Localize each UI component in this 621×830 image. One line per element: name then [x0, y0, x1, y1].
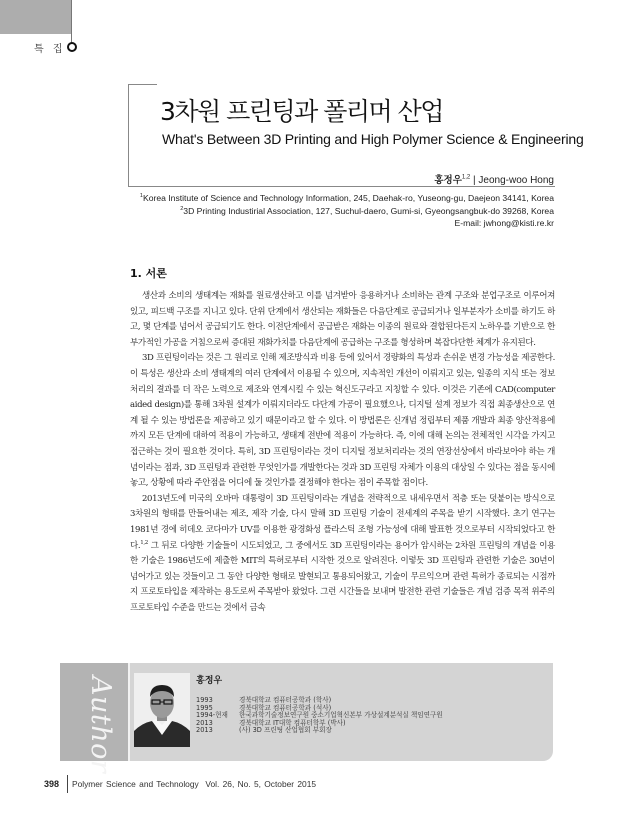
journal-issue: Vol. 26, No. 5, October 2015	[205, 779, 317, 789]
history-text: 경북대학교 IT대학 컴퓨터학부 (박사)	[239, 718, 346, 727]
affiliation-2	[140, 204, 554, 217]
affiliation-mark: 1	[139, 193, 143, 199]
author-name-korean: 홍정우	[434, 175, 462, 186]
affiliation-mark: 2	[180, 206, 184, 213]
author-history	[196, 697, 443, 735]
article-subtitle-english: What's Between 3D Printing and High Polymer Science & Engineering	[162, 131, 584, 147]
title-frame-bottom-rule	[128, 186, 555, 187]
history-text: 한국과학기술정보연구원 중소기업혁신본부 가상설계분석실 책임연구원	[239, 711, 443, 720]
journal-name: Polymer Science and Technology	[72, 779, 199, 789]
author-byline	[434, 172, 554, 186]
section-tab-label: 특 집	[34, 44, 66, 55]
title-frame-left	[128, 84, 129, 186]
footer-divider	[67, 775, 68, 793]
article-title: 3차원 프린팅과 폴리머 산업	[160, 97, 443, 126]
page-number: 398	[44, 779, 60, 789]
history-year: 1993	[196, 696, 213, 704]
section-tab-block	[0, 0, 71, 34]
history-text: (사) 3D 프린팅 산업협회 부회장	[239, 726, 332, 735]
history-year: 2013	[196, 718, 213, 727]
history-year: 1995	[196, 703, 213, 712]
byline-separator: |	[473, 175, 476, 186]
footer-journal-info	[72, 779, 316, 789]
history-row	[196, 727, 443, 735]
author-bio-name: 홍정우	[196, 676, 223, 686]
section-dot-icon	[67, 42, 77, 52]
article-body	[130, 289, 555, 616]
author-name-english: Jeong-woo Hong	[478, 175, 554, 186]
author-side-label-text: Author	[85, 676, 116, 774]
author-side-label	[78, 676, 118, 774]
paragraph: 3D 프린팅이라는 것은 그 원리로 인해 제조방식과 비용 등에 있어서 경량화의 특성과 손쉬운 변경 가능성을 제공한다. 이 특성은 생산과 소비 생태계의 여러 단계에서 이용될 수 있으며, 지속적인 개선이 이뤄지고 있는, 일종의 지식 또는 정보처리의 결과를 더 작은 노력으로 제조와 연계시킬 수 있는 혁신도구라고 지칭할 수 있다. 이것은 기존에 CAD(computer aided design)를 통해 3차원 설계가 이뤄지더라도 다단계 가공이 필요했으나, 디지털 설계 정보가 직접 최종생산으로 연계 될 수 있는 방법론을 제공하고 있기 때문이라고 할 수 있다. 이 방법론은 신개념 정립부터 제품 개발과 최종 양산적용에까지 모든 단계에 대하여 적용이 가능하고, 생태계 전반에 적용이 가능하다. 즉, 이에 대해 논의는 전체적인 시각을 가지고 접근하는 것이 필요한 것이다. 특히, 3D 프린팅이라는 것이 디지털 정보처리라는 것의 연장선상에서 바라보아야 하는 개념이라는 점과, 3D 프린팅과 관련한 무엇인가를 개발한다는 것과 3D 프린팅 자체가 이용의 대상일 수 있다는 점을 동시에 놓고, 상황에 따라 주안점을 어디에 둘 것인가를 결정해야 한다는 점이 주목할 점이다.	[130, 353, 555, 489]
contact-email[interactable]: E-mail: jwhong@kisti.re.kr	[454, 217, 554, 228]
paragraph: 생산과 소비의 생태계는 재화를 원료생산하고 이를 넘겨받아 응용하거나 소비하는 관계 구조와 분업구조로 이루어져 있고, 피드백 구조를 지니고 있다. 단위 단계에서 생산되는 재화들은 다음단계로 공급되거나 일부분자가 소비를 하기도 하고, 몇 단계를 넘어서 공급되기도 한다. 이전단계에서 공급받은 재화는 이종의 원료와 결합된다든지 노하우를 기반으로 한 부가적인 가공을 거침으로써 증대된 재화가치를 다음단계에 공급하는 구조를 형성하며 복잡다단한 체계가 유지된다.	[130, 291, 555, 348]
paragraph-text: 2013년도에 미국의 오바마 대통령이 3D 프린팅이라는 개념을 전략적으로 내세우면서 적층 또는 덧붙이는 방식으로 3차원의 형태를 만들어내는 제조, 제작 기술, 다시 말해 3D 프린팅 기술이 전세계의 주목을 받기 시작했다. 초기 연구는 1981년 경에 히데오 코다마가 UV를 이용한 광경화성 플라스틱 조형 가능성에 대해 발표한 것으로부터 시작되었다고 한다.	[130, 493, 555, 551]
title-frame-top	[128, 84, 157, 85]
section-tab-line	[71, 0, 72, 43]
citation-superscript[interactable]: 1,2	[140, 539, 148, 546]
history-year: 1994-현재	[196, 711, 228, 720]
affiliation-text: Korea Institute of Science and Technology Information, 245, Daehak-ro, Yuseong-gu, Daejeon 34141, Korea	[142, 192, 554, 203]
history-year: 2013	[196, 726, 213, 735]
affiliation-1	[140, 191, 554, 204]
affiliation-text: 3D Printing Industirial Association, 127, Suchul-daero, Gumi-si, Gyeongsangbuk-do 39268, Korea	[183, 206, 554, 217]
paragraph-text: 그 뒤로 다양한 기술들이 시도되었고, 그 중에서도 3D 프린팅이라는 용어가 암시하는 2차원 프린팅의 개념을 이용한 기술은 1986년도에 제출한 MIT의 특허로부터 시작한 것으로 알려진다. 이렇듯 3D 프린팅과 관련한 기술은 30년이 넘어가고 있는 것들이고 그 동안 다양한 형태로 발현되고 통용되어왔고, 기술이 무르익으며 관련 특허가 종료되는 시점까지 프로토타입을 제작하는 용도로써 주목받아 왔었다. 그런 시간들을 보내며 발전한 관련 기술들은 개념 검증 목적 위주의 프로토타입 수준을 만드는 것에서 금속	[130, 540, 555, 613]
history-text: 경북대학교 컴퓨터공학과 (학사)	[239, 696, 332, 704]
author-photo	[134, 673, 190, 747]
affiliations	[140, 191, 554, 229]
paragraph	[130, 492, 555, 617]
section-heading: 1. 서론	[130, 267, 167, 280]
history-text: 경북대학교 컴퓨터공학과 (석사)	[239, 703, 332, 712]
author-portrait-icon	[134, 673, 190, 747]
author-affiliation-marks: 1,2	[461, 174, 471, 181]
